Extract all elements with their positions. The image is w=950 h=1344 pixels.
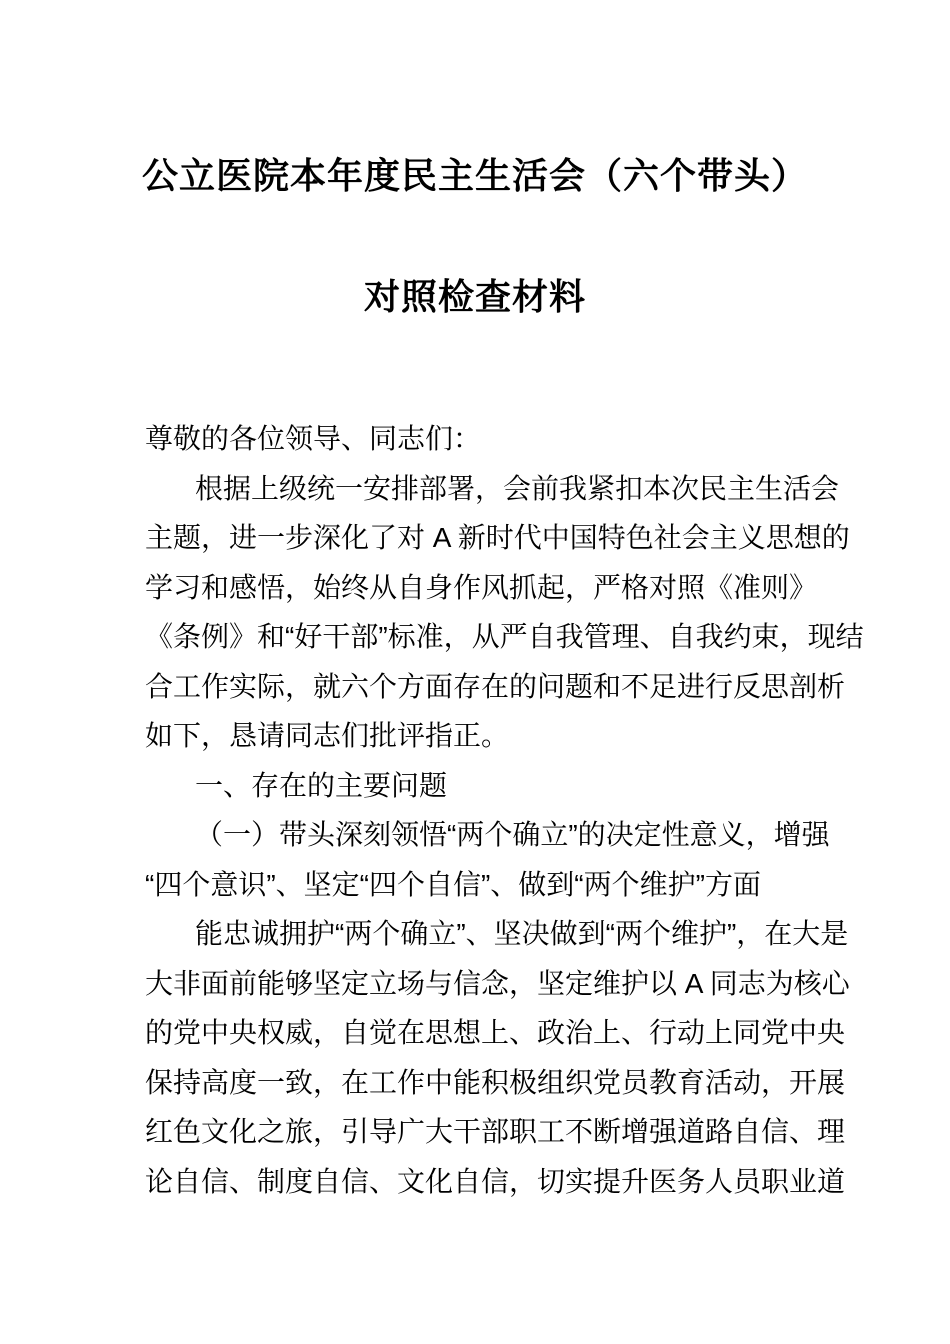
text-line: （一）带头深刻领悟“两个确立”的决定性意义，增强 [195,819,830,850]
text-line: 论自信、制度自信、文化自信，切实提升医务人员职业道 [145,1165,846,1197]
paragraph-intro [145,464,864,761]
text-line: 的党中央权威，自觉在思想上、政治上、行动上同党中央 [145,1017,846,1048]
text-line: “四个意识”、坚定“四个自信”、做到“两个维护”方面 [145,868,761,900]
paragraph-salutation [145,414,806,464]
text-line: 能忠诚拥护“两个确立”、坚决做到“两个维护”，在大是 [195,918,849,949]
text-line: 主题，进一步深化了对 A 新时代中国特色社会主义思想的 [145,522,850,553]
text-line: 根据上级统一安排部署，会前我紧扣本次民主生活会 [195,472,840,504]
text-line: 尊敬的各位领导、同志们： [145,423,482,454]
paragraph-section-heading [145,761,806,811]
title-line-1: 公立医院本年度民主生活会（六个带头） [141,155,808,196]
document-title [0,156,950,317]
text-line: 红色文化之旅，引导广大干部职工不断增强道路自信、理 [145,1116,846,1147]
text-line: 《条例》和“好干部”标准，从严自我管理、自我约束，现结 [145,621,864,652]
text-line: 合工作实际，就六个方面存在的问题和不足进行反思剖析 [145,670,846,702]
title-line-2: 对照检查材料 [363,276,586,317]
paragraph-subsection-body [145,909,850,1206]
document-body [145,414,864,1206]
paragraph-subsection-heading [145,810,830,909]
text-line: 保持高度一致，在工作中能积极组织党员教育活动，开展 [145,1066,846,1098]
text-line: 学习和感悟，始终从自身作风抓起，严格对照《准则》 [145,571,818,603]
text-line: 一、存在的主要问题 [195,769,448,801]
text-line: 如下，恳请同志们批评指正。 [145,720,510,751]
text-line: 大非面前能够坚定立场与信念，坚定维护以 A 同志为核心 [145,967,850,999]
